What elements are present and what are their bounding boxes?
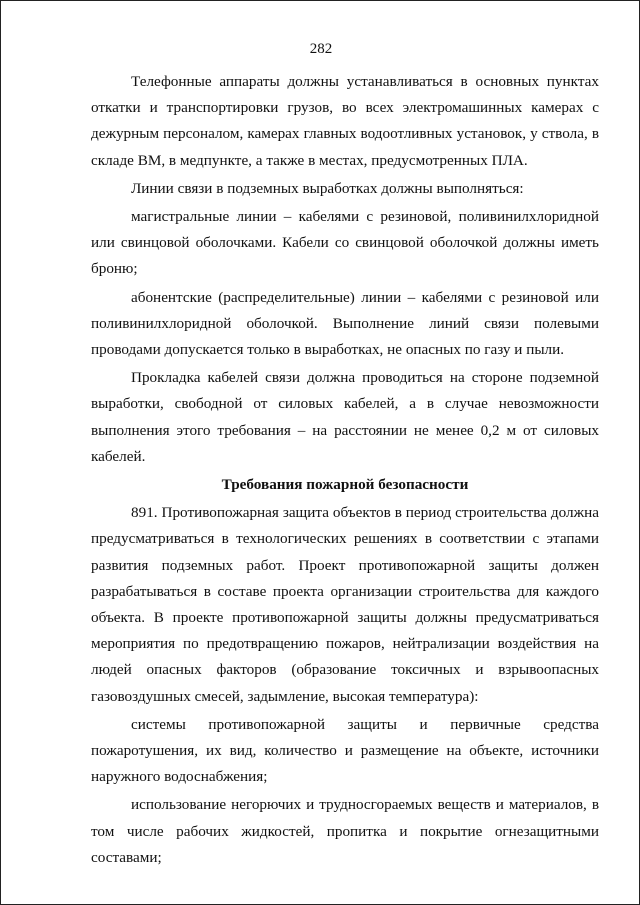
page-content (91, 69, 599, 871)
page-number: 282 (309, 41, 333, 57)
paragraph-891: 891. Противопожарная защита объектов в период строительства должна предусматриваться в технологических решениях в соответствии с этапами развития подземных работ. Проект противопожарной защиты должен разрабатываться в составе проекта организации строительства для каждого объекта. В проекте противопожарной защиты должны предусматриваться мероприятия по предотвращению пожаров, нейтрализации воздействия на людей опасных факторов (образование токсичных и взрывоопасных газовоздушных смесей, задымление, высокая температура): (91, 504, 599, 705)
paragraph-trunk-lines: магистральные линии – кабелями с резиновой, поливинилхлоридной или свинцовой оболочками. Кабели со свинцовой оболочкой должны иметь броню; (91, 208, 599, 278)
list-item-nonflammable-materials: использование негорючих и трудносгораемых веществ и материалов, в том числе рабочих жидкостей, пропитка и покрытие огнезащитными составами; (91, 796, 599, 866)
list-item-fire-protection-systems: системы противопожарной защиты и первичные средства пожаротушения, их вид, количество и размещение на объекте, источники наружного водоснабжения; (91, 715, 599, 786)
paragraph-cable-laying: Прокладка кабелей связи должна проводиться на стороне подземной выработки, свободной от силовых кабелей, а в случае невозможности выполнения этого требования – на расстоянии не менее 0,2 м от силовых кабелей. (91, 369, 599, 465)
paragraph-telephones: Телефонные аппараты должны устанавливаться в основных пунктах откатки и транспортировки грузов, во всех электромашинных камерах с дежурным персоналом, камерах главных водоотливных установок, у ствола, в складе ВМ, в медпункте, а также в местах, предусмотренных ПЛА. (91, 73, 599, 169)
paragraph-subscriber-lines: абонентские (распределительные) линии – кабелями с резиновой или поливинилхлоридной оболочкой. Выполнение линий связи полевыми проводами допускается только в выработках, не опасных по газу и пыли. (91, 288, 599, 359)
paragraph-communication-lines: Линии связи в подземных выработках должны выполняться: (131, 179, 524, 197)
section-heading-fire-safety: Требования пожарной безопасности (221, 476, 469, 494)
